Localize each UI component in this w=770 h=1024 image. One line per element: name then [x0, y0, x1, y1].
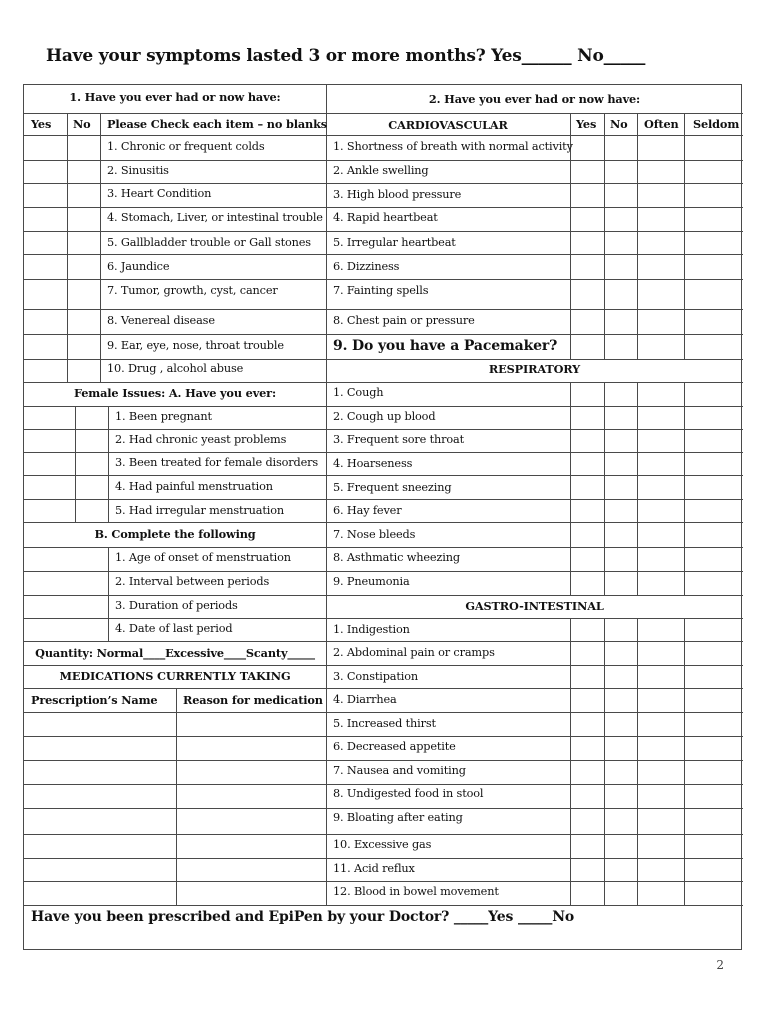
cardio-item: 7. Fainting spells: [333, 284, 429, 297]
check-no-cell[interactable]: [67, 359, 100, 382]
respiratory-item: 2. Cough up blood: [333, 410, 436, 423]
gastro-item: 1. Indigestion: [333, 623, 410, 636]
condition-item: 6. Jaundice: [107, 260, 170, 273]
grid-line: [326, 475, 743, 476]
grid-line: [108, 547, 109, 641]
gastro-item: 5. Increased thirst: [333, 717, 436, 730]
grid-line: [326, 905, 743, 906]
grid-line: [24, 688, 326, 689]
cardio-item: 8. Chest pain or pressure: [333, 314, 475, 327]
check-yes-cell[interactable]: [24, 254, 67, 279]
grid-line: [326, 85, 327, 905]
gastro-item: 4. Diarrhea: [333, 693, 397, 706]
check-yes-cell[interactable]: [24, 135, 67, 160]
check-yes-cell[interactable]: [24, 207, 67, 231]
grid-line: [75, 406, 76, 522]
check-no-cell[interactable]: [67, 135, 100, 160]
grid-line: [24, 382, 326, 383]
gastro-item: 6. Decreased appetite: [333, 740, 456, 753]
cardio-item: 6. Dizziness: [333, 260, 400, 273]
grid-line: [176, 688, 177, 905]
section-header-right: 2. Have you ever had or now have:: [428, 92, 641, 106]
grid-line: [637, 113, 638, 359]
grid-line: [326, 135, 743, 136]
grid-line: [326, 382, 743, 383]
grid-line: [326, 334, 743, 335]
check-no-cell[interactable]: [67, 309, 100, 334]
grid-line: [326, 808, 743, 809]
grid-line: [604, 382, 605, 595]
condition-item: 4. Stomach, Liver, or intestinal trouble: [107, 211, 323, 224]
check-yes-cell[interactable]: [24, 231, 67, 254]
check-no-cell[interactable]: [67, 160, 100, 183]
complete-following-header: B. Complete the following: [94, 527, 256, 541]
grid-line: [326, 359, 743, 360]
check-yes-cell[interactable]: [24, 279, 67, 309]
reason-header: Reason for medication: [183, 693, 323, 707]
cardiovascular-header: CARDIOVASCULAR: [388, 118, 508, 132]
gastro-item: 3. Constipation: [333, 670, 418, 683]
female-issues-header: Female Issues: A. Have you ever:: [74, 386, 276, 400]
grid-line: [24, 808, 326, 809]
column-header-no: No: [610, 117, 628, 131]
grid-line: [604, 618, 605, 905]
grid-line: [108, 406, 109, 522]
grid-line: [326, 665, 743, 666]
grid-line: [24, 406, 326, 407]
grid-line: [24, 905, 326, 906]
respiratory-item: 1. Cough: [333, 386, 384, 399]
column-header-yes: Yes: [31, 117, 52, 131]
grid-line: [24, 712, 326, 713]
condition-item: 9. Ear, eye, nose, throat trouble: [107, 339, 284, 352]
condition-item: 7. Tumor, growth, cyst, cancer: [107, 284, 278, 297]
grid-line: [24, 618, 326, 619]
prescription-name-header: Prescription’s Name: [31, 693, 158, 707]
check-no-cell[interactable]: [67, 334, 100, 359]
gastro-item: 9. Bloating after eating: [333, 811, 463, 824]
grid-line: [326, 499, 743, 500]
gastro-item: 2. Abdominal pain or cramps: [333, 646, 495, 659]
menstruation-item: 2. Interval between periods: [115, 575, 270, 588]
check-yes-cell[interactable]: [24, 309, 67, 334]
pacemaker-question: 9. Do you have a Pacemaker?: [333, 338, 558, 354]
grid-line: [326, 736, 743, 737]
grid-line: [326, 429, 743, 430]
respiratory-header: RESPIRATORY: [488, 362, 581, 376]
condition-item: 10. Drug , alcohol abuse: [107, 362, 244, 375]
grid-line: [326, 618, 743, 619]
respiratory-item: 9. Pneumonia: [333, 575, 410, 588]
female-issue-item: 3. Been treated for female disorders: [115, 456, 319, 469]
menstruation-item: 1. Age of onset of menstruation: [115, 551, 291, 564]
grid-line: [100, 113, 101, 382]
cardio-item: 4. Rapid heartbeat: [333, 211, 438, 224]
gastro-item: 12. Blood in bowel movement: [333, 885, 499, 898]
grid-line: [326, 279, 743, 280]
grid-line: [326, 760, 743, 761]
grid-line: [326, 881, 743, 882]
grid-line: [637, 382, 638, 595]
column-header-no: No: [73, 117, 91, 131]
grid-line: [24, 834, 326, 835]
questionnaire-table: [23, 84, 742, 950]
gastro-item: 10. Excessive gas: [333, 838, 432, 851]
grid-line: [24, 858, 326, 859]
female-issue-item: 2. Had chronic yeast problems: [115, 433, 287, 446]
grid-line: [24, 475, 326, 476]
grid-line: [326, 309, 743, 310]
respiratory-item: 3. Frequent sore throat: [333, 433, 465, 446]
page-number: 2: [716, 958, 724, 972]
condition-item: 1. Chronic or frequent colds: [107, 140, 265, 153]
grid-line: [326, 641, 743, 642]
check-no-cell[interactable]: [67, 279, 100, 309]
grid-line: [326, 834, 743, 835]
column-header-items: Please Check each item – no blanks: [107, 117, 327, 131]
grid-line: [24, 499, 326, 500]
grid-line: [326, 160, 743, 161]
grid-line: [326, 207, 743, 208]
grid-line: [326, 522, 743, 523]
female-issue-item: 1. Been pregnant: [115, 410, 212, 423]
cardio-item: 2. Ankle swelling: [333, 164, 429, 177]
respiratory-item: 8. Asthmatic wheezing: [333, 551, 460, 564]
check-no-cell[interactable]: [67, 207, 100, 231]
epipen-question: Have you been prescribed and EpiPen by your Doctor? _____Yes _____No: [31, 909, 575, 925]
grid-line: [570, 382, 571, 595]
grid-line: [326, 784, 743, 785]
condition-item: 3. Heart Condition: [107, 187, 212, 200]
section-header-left: 1. Have you ever had or now have:: [69, 90, 281, 104]
respiratory-item: 6. Hay fever: [333, 504, 402, 517]
grid-line: [24, 881, 326, 882]
grid-line: [326, 547, 743, 548]
grid-line: [24, 452, 326, 453]
condition-item: 2. Sinusitis: [107, 164, 169, 177]
grid-line: [24, 547, 326, 548]
check-no-cell[interactable]: [67, 231, 100, 254]
menstruation-item: 4. Date of last period: [115, 622, 233, 635]
grid-line: [24, 522, 326, 523]
grid-line: [24, 736, 326, 737]
cardio-item: 5. Irregular heartbeat: [333, 236, 456, 249]
grid-line: [326, 113, 743, 114]
page-title: Have your symptoms lasted 3 or more months? Yes______ No_____: [46, 46, 646, 66]
grid-line: [326, 858, 743, 859]
gastro-item: 8. Undigested food in stool: [333, 787, 484, 800]
female-issue-item: 5. Had irregular menstruation: [115, 504, 285, 517]
check-yes-cell[interactable]: [24, 160, 67, 183]
grid-line: [24, 665, 326, 666]
grid-line: [326, 231, 743, 232]
respiratory-item: 4. Hoarseness: [333, 457, 413, 470]
check-yes-cell[interactable]: [24, 334, 67, 359]
grid-line: [24, 641, 326, 642]
column-header-often: Often: [644, 117, 679, 131]
grid-line: [684, 382, 685, 595]
female-issue-item: 4. Had painful menstruation: [115, 480, 273, 493]
condition-item: 5. Gallbladder trouble or Gall stones: [107, 236, 311, 249]
grid-line: [326, 183, 743, 184]
gastro-item: 7. Nausea and vomiting: [333, 764, 466, 777]
column-header-yes: Yes: [576, 117, 597, 131]
cardio-item: 1. Shortness of breath with normal activity: [333, 140, 573, 153]
grid-line: [326, 595, 743, 596]
check-yes-cell[interactable]: [24, 183, 67, 207]
grid-line: [637, 618, 638, 905]
grid-line: [326, 571, 743, 572]
grid-line: [24, 571, 326, 572]
grid-line: [570, 618, 571, 905]
grid-line: [326, 712, 743, 713]
quantity-line: Quantity: Normal____Excessive____Scanty_____: [35, 646, 315, 660]
grid-line: [604, 113, 605, 359]
grid-line: [326, 452, 743, 453]
condition-item: 8. Venereal disease: [107, 314, 215, 327]
grid-line: [326, 254, 743, 255]
check-no-cell[interactable]: [67, 183, 100, 207]
grid-line: [24, 784, 326, 785]
menstruation-item: 3. Duration of periods: [115, 599, 238, 612]
respiratory-item: 5. Frequent sneezing: [333, 481, 452, 494]
gastro-item: 11. Acid reflux: [333, 862, 415, 875]
check-no-cell[interactable]: [67, 254, 100, 279]
grid-line: [326, 406, 743, 407]
check-yes-cell[interactable]: [24, 359, 67, 382]
medications-header: MEDICATIONS CURRENTLY TAKING: [59, 669, 291, 683]
grid-line: [24, 760, 326, 761]
grid-line: [24, 429, 326, 430]
column-header-seldom: Seldom: [693, 117, 740, 131]
gastro-header: GASTRO-INTESTINAL: [465, 599, 604, 613]
grid-line: [684, 113, 685, 359]
grid-line: [24, 595, 326, 596]
grid-line: [24, 113, 326, 114]
cardio-item: 3. High blood pressure: [333, 188, 462, 201]
grid-line: [684, 618, 685, 905]
respiratory-item: 7. Nose bleeds: [333, 528, 416, 541]
grid-line: [326, 688, 743, 689]
